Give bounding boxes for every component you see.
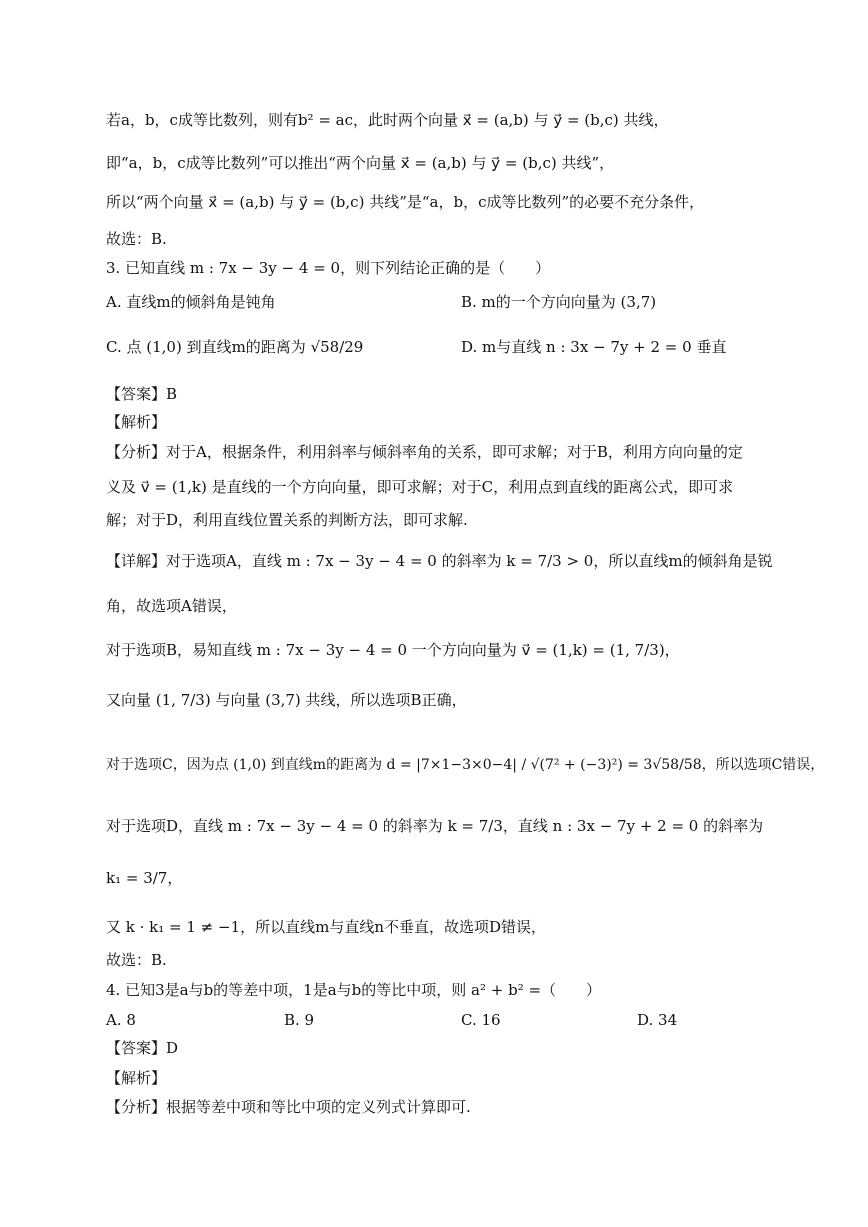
analysis-label: 【解析】 bbox=[106, 1069, 167, 1087]
question-4: 4. 已知3是a与b的等差中项，1是a与b的等比中项，则 a² + b² =（ ） bbox=[106, 981, 602, 999]
text-line: 若a，b，c成等比数列，则有b² = ac，此时两个向量 x⃗ = (a,b) 与 y⃗ = (b,c) 共线， bbox=[106, 111, 669, 129]
q4-option-a: A. 8 bbox=[106, 1011, 136, 1029]
text-line: 【详解】对于选项A，直线 m : 7x − 3y − 4 = 0 的斜率为 k = 7/3 > 0，所以直线m的倾斜角是锐 bbox=[106, 552, 773, 570]
q3-option-c: C. 点 (1,0) 到直线m的距离为 √58/29 bbox=[106, 338, 364, 356]
text-line: 又 k · k₁ = 1 ≠ −1，所以直线m与直线n不垂直，故选项D错误， bbox=[106, 918, 547, 936]
text-line: 所以“两个向量 x⃗ = (a,b) 与 y⃗ = (b,c) 共线”是“a，b，c成等比数列”的必要不充分条件， bbox=[106, 193, 705, 211]
text-line: 解；对于D，利用直线位置关系的判断方法，即可求解. bbox=[106, 511, 468, 529]
q3-option-d: D. m与直线 n : 3x − 7y + 2 = 0 垂直 bbox=[461, 338, 727, 356]
text-line: 对于选项D，直线 m : 7x − 3y − 4 = 0 的斜率为 k = 7/3，直线 n : 3x − 7y + 2 = 0 的斜率为 bbox=[106, 817, 764, 835]
text-line: k₁ = 3/7， bbox=[106, 869, 183, 887]
text-line: 故选：B. bbox=[106, 230, 167, 248]
answer-label: 【答案】B bbox=[106, 385, 178, 403]
text-line: 【分析】根据等差中项和等比中项的定义列式计算即可. bbox=[106, 1098, 471, 1116]
question-3: 3. 已知直线 m : 7x − 3y − 4 = 0，则下列结论正确的是（ ） bbox=[106, 259, 551, 277]
text-line: 又向量 (1, 7/3) 与向量 (3,7) 共线，所以选项B正确， bbox=[106, 691, 467, 709]
q4-option-d: D. 34 bbox=[637, 1011, 678, 1029]
q3-option-a: A. 直线m的倾斜角是钝角 bbox=[106, 293, 276, 311]
text-line: 即“a，b，c成等比数列”可以推出“两个向量 x⃗ = (a,b) 与 y⃗ = (b,c) 共线”， bbox=[106, 154, 615, 172]
text-line: 对于选项C，因为点 (1,0) 到直线m的距离为 d = |7×1−3×0−4| / √(7² + (−3)²) = 3√58/58，所以选项C错误， bbox=[106, 757, 825, 773]
q4-option-b: B. 9 bbox=[284, 1011, 315, 1029]
analysis-label: 【解析】 bbox=[106, 413, 167, 431]
q3-option-b: B. m的一个方向向量为 (3,7) bbox=[461, 293, 657, 311]
text-line: 故选：B. bbox=[106, 951, 167, 969]
q4-option-c: C. 16 bbox=[461, 1011, 501, 1029]
answer-label: 【答案】D bbox=[106, 1039, 179, 1057]
text-line: 对于选项B，易知直线 m : 7x − 3y − 4 = 0 一个方向向量为 v⃗ = (1,k) = (1, 7/3)， bbox=[106, 641, 680, 659]
text-line: 角，故选项A错误， bbox=[106, 597, 237, 615]
text-line: 义及 v⃗ = (1,k) 是直线的一个方向向量，即可求解；对于C，利用点到直线的距离公式，即可求 bbox=[106, 478, 734, 496]
text-line: 【分析】对于A，根据条件，利用斜率与倾斜率角的关系，即可求解；对于B，利用方向向量的定 bbox=[106, 443, 743, 461]
